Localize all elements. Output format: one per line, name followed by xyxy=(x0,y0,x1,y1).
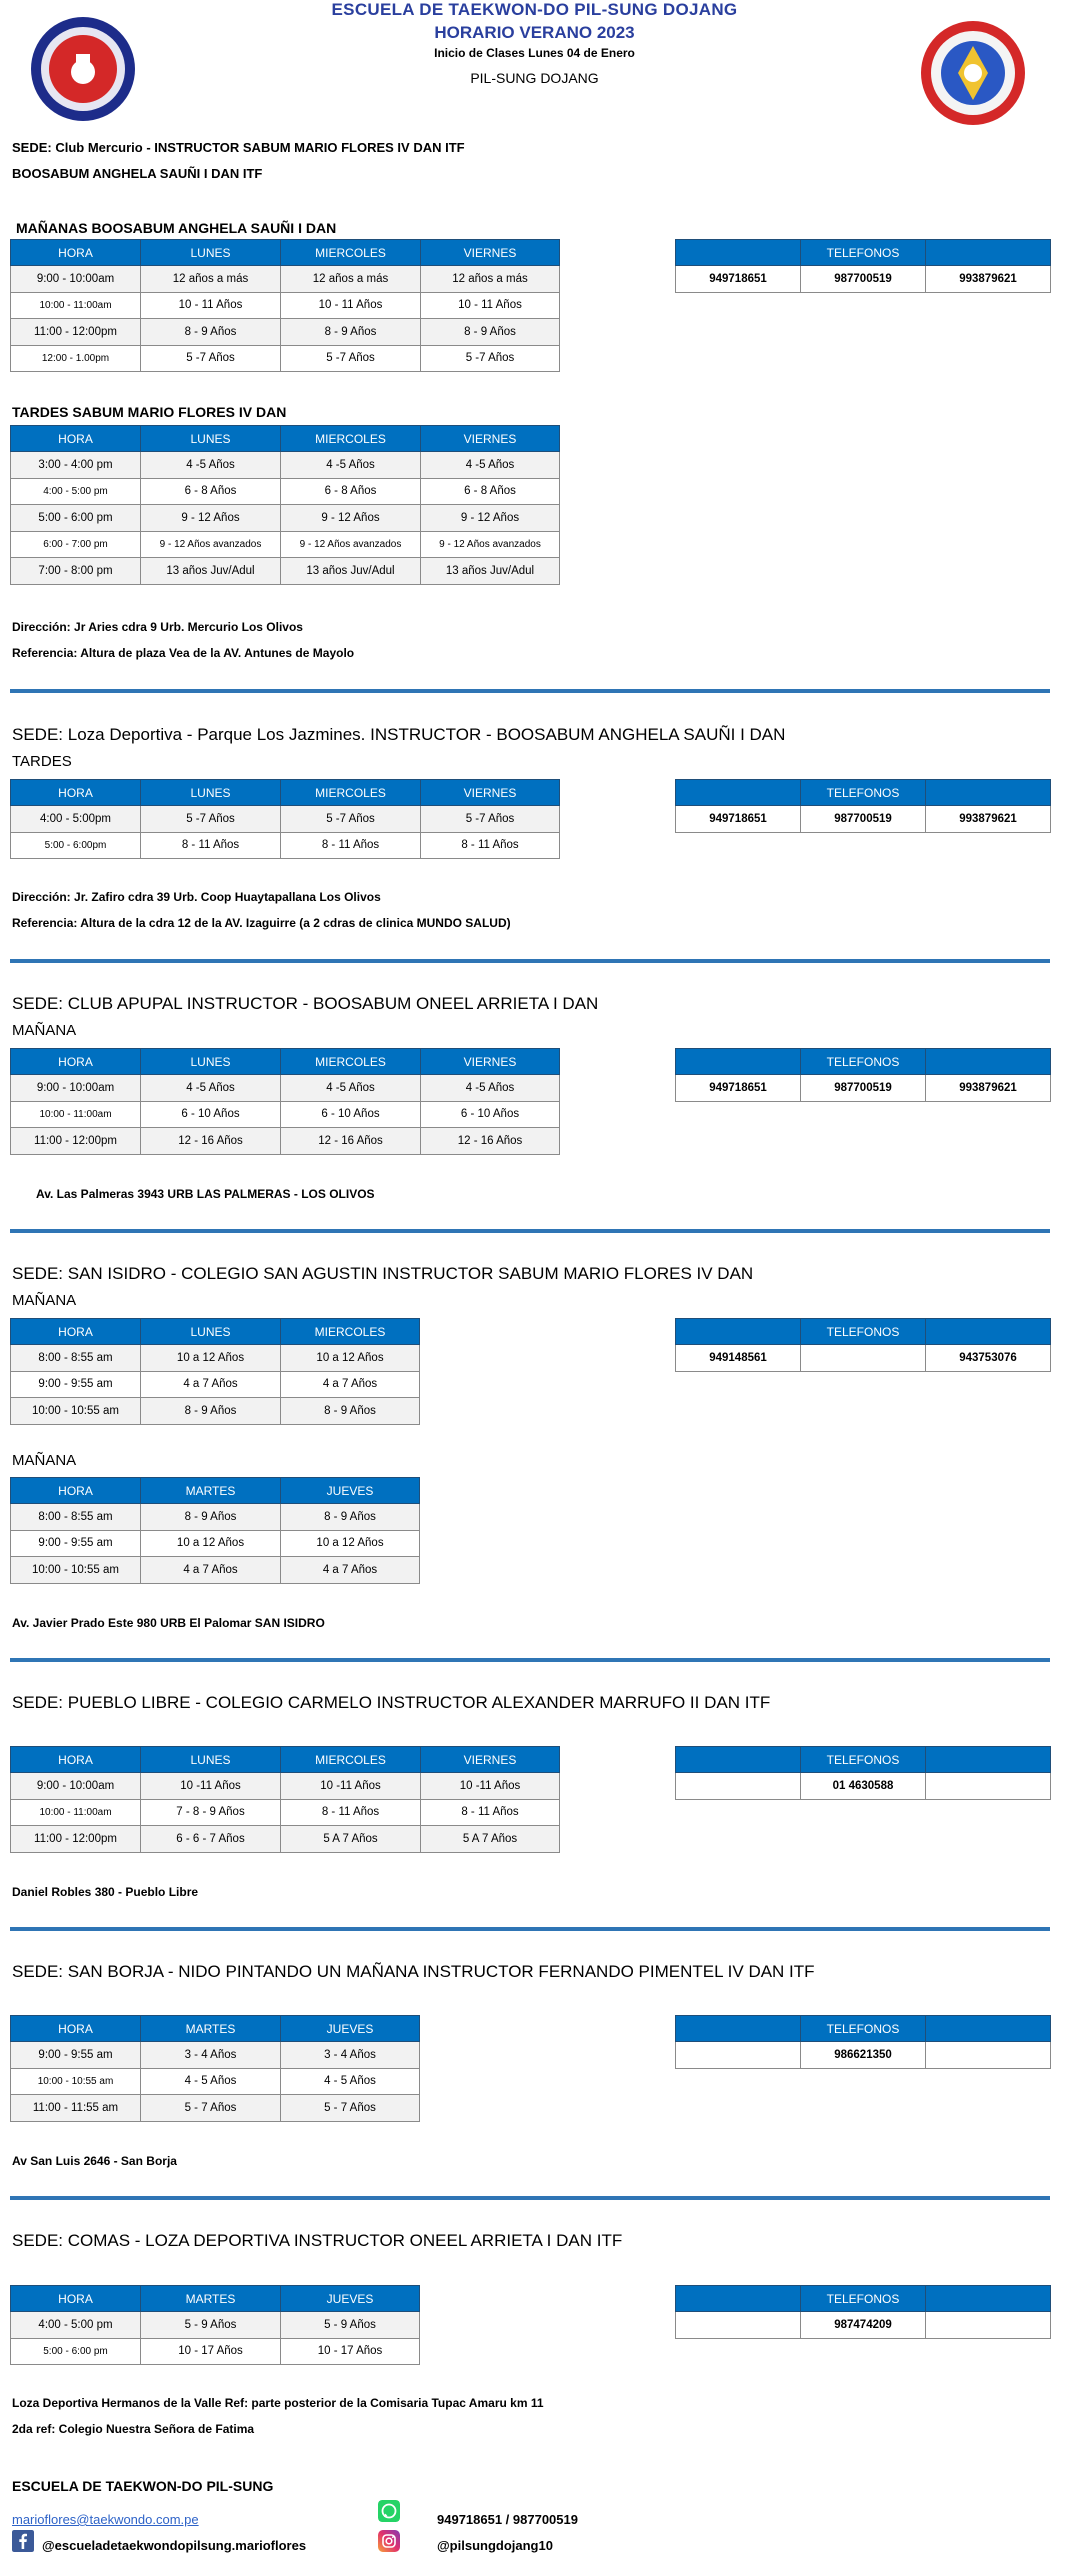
isidro-table-1 xyxy=(10,1318,420,1425)
apupal-phones-table xyxy=(675,1048,1051,1102)
cell: 10 a 12 Años xyxy=(281,1345,420,1372)
isidro-table-2 xyxy=(10,1477,420,1584)
cell: 9 - 12 Años avanzados xyxy=(281,531,421,558)
phone-number: 949718651 xyxy=(676,266,801,293)
phones-header: TELEFONOS xyxy=(801,1319,926,1345)
cell: 4 a 7 Años xyxy=(141,1557,281,1584)
table-row xyxy=(11,2312,420,2339)
table-row xyxy=(11,2068,420,2095)
cell: 10 -11 Años xyxy=(281,1773,421,1800)
table-row xyxy=(11,452,560,479)
table-row xyxy=(11,1101,560,1128)
cell: 4 -5 Años xyxy=(421,452,560,479)
section-divider xyxy=(10,1229,1050,1233)
cell: 10 a 12 Años xyxy=(141,1530,281,1557)
mercurio-afternoon-label: TARDES SABUM MARIO FLORES IV DAN xyxy=(12,404,287,420)
cell: 8 - 11 Años xyxy=(421,832,560,859)
section-divider xyxy=(10,689,1050,693)
mercurio-address: Dirección: Jr Aries cdra 9 Urb. Mercurio Los Olivos xyxy=(12,620,303,634)
phones-header: TELEFONOS xyxy=(801,1747,926,1773)
cell: 9:00 - 10:00am xyxy=(11,1773,141,1800)
cell: 5 - 7 Años xyxy=(141,2095,281,2122)
cell: 10:00 - 11:00am xyxy=(11,292,141,319)
col-miercoles: MIERCOLES xyxy=(281,1049,421,1075)
col-martes: MARTES xyxy=(141,2016,281,2042)
table-row xyxy=(11,1128,560,1155)
col-miercoles: MIERCOLES xyxy=(281,1319,420,1345)
col-hora: HORA xyxy=(11,1747,141,1773)
cell: 9 - 12 Años xyxy=(281,505,421,532)
cell: 8 - 9 Años xyxy=(141,1398,281,1425)
cell: 8 - 11 Años xyxy=(281,1799,421,1826)
cell: 6 - 10 Años xyxy=(141,1101,281,1128)
cell: 5 - 9 Años xyxy=(281,2312,420,2339)
cell: 8 - 9 Años xyxy=(421,319,560,346)
col-hora: HORA xyxy=(11,426,141,452)
table-row xyxy=(11,1075,560,1102)
mercurio-reference: Referencia: Altura de plaza Vea de la AV. Antunes de Mayolo xyxy=(12,646,355,660)
col-miercoles: MIERCOLES xyxy=(281,780,421,806)
col-jueves: JUEVES xyxy=(281,2286,420,2312)
comas-phones-table xyxy=(675,2285,1051,2339)
cell: 9 - 12 Años avanzados xyxy=(141,531,281,558)
mercurio-afternoon-table xyxy=(10,425,560,585)
col-lunes: LUNES xyxy=(141,780,281,806)
table-row xyxy=(11,1530,420,1557)
cell: 10:00 - 10:55 am xyxy=(11,2068,141,2095)
loza-title: SEDE: Loza Deportiva - Parque Los Jazmines. INSTRUCTOR - BOOSABUM ANGHELA SAUÑI I DAN xyxy=(12,725,786,744)
cell: 8:00 - 8:55 am xyxy=(11,1345,141,1372)
cell: 5 -7 Años xyxy=(141,345,281,372)
table-row xyxy=(11,806,560,833)
cell: 4 -5 Años xyxy=(281,452,421,479)
cell: 10 - 17 Años xyxy=(141,2338,281,2365)
cell: 6 - 10 Años xyxy=(421,1101,560,1128)
col-viernes: VIERNES xyxy=(421,240,560,266)
phone-number xyxy=(676,2312,801,2339)
start-date: Inicio de Clases Lunes 04 de Enero xyxy=(434,46,635,60)
cell: 12 años a más xyxy=(281,266,421,293)
col-lunes: LUNES xyxy=(141,1319,281,1345)
phones-header: TELEFONOS xyxy=(801,240,926,266)
phone-number: 987700519 xyxy=(801,1075,926,1102)
col-martes: MARTES xyxy=(141,2286,281,2312)
cell: 5 A 7 Años xyxy=(421,1826,560,1853)
pueblo-phones-table xyxy=(675,1746,1051,1800)
cell: 5 -7 Años xyxy=(141,806,281,833)
cell: 4:00 - 5:00pm xyxy=(11,806,141,833)
cell: 8 - 9 Años xyxy=(141,319,281,346)
isidro-label-2: MAÑANA xyxy=(12,1452,77,1469)
phones-header: TELEFONOS xyxy=(801,780,926,806)
phone-number: 987700519 xyxy=(801,266,926,293)
col-viernes: VIERNES xyxy=(421,426,560,452)
borja-phones-table xyxy=(675,2015,1051,2069)
cell: 11:00 - 11:55 am xyxy=(11,2095,141,2122)
cell: 3 - 4 Años xyxy=(281,2042,420,2069)
phone-number: 949718651 xyxy=(676,1075,801,1102)
table-row xyxy=(11,1799,560,1826)
comas-address: Loza Deportiva Hermanos de la Valle Ref: parte posterior de la Comisaria Tupac Amaru km 11 xyxy=(12,2396,544,2410)
section-divider xyxy=(10,959,1050,963)
cell: 5:00 - 6:00 pm xyxy=(11,2338,141,2365)
footer-email-link[interactable]: marioflores@taekwondo.com.pe xyxy=(12,2512,199,2527)
phone-number xyxy=(676,2042,801,2069)
apupal-label: MAÑANA xyxy=(12,1022,77,1039)
table-row xyxy=(11,1557,420,1584)
cell: 4 -5 Años xyxy=(421,1075,560,1102)
table-row xyxy=(11,319,560,346)
table-row xyxy=(11,292,560,319)
col-lunes: LUNES xyxy=(141,426,281,452)
col-hora: HORA xyxy=(11,1478,141,1504)
cell: 3:00 - 4:00 pm xyxy=(11,452,141,479)
phone-number: 987700519 xyxy=(801,806,926,833)
col-viernes: VIERNES xyxy=(421,1747,560,1773)
col-hora: HORA xyxy=(11,2016,141,2042)
phone-number: 949718651 xyxy=(676,806,801,833)
cell: 10 -11 Años xyxy=(141,1773,281,1800)
cell: 5 - 7 Años xyxy=(281,2095,420,2122)
phones-header: TELEFONOS xyxy=(801,2286,926,2312)
borja-title: SEDE: SAN BORJA - NIDO PINTANDO UN MAÑANA INSTRUCTOR FERNANDO PIMENTEL IV DAN ITF xyxy=(12,1962,815,1981)
cell: 8 - 9 Años xyxy=(281,1504,420,1531)
col-jueves: JUEVES xyxy=(281,2016,420,2042)
cell: 3 - 4 Años xyxy=(141,2042,281,2069)
table-row xyxy=(11,345,560,372)
cell: 4:00 - 5:00 pm xyxy=(11,2312,141,2339)
phone-number: 986621350 xyxy=(801,2042,926,2069)
phones-header: TELEFONOS xyxy=(801,2016,926,2042)
cell: 9:00 - 9:55 am xyxy=(11,1371,141,1398)
cell: 5:00 - 6:00pm xyxy=(11,832,141,859)
comas-table xyxy=(10,2285,420,2365)
cell: 10 - 11 Años xyxy=(141,292,281,319)
col-lunes: LUNES xyxy=(141,1747,281,1773)
pueblo-title: SEDE: PUEBLO LIBRE - COLEGIO CARMELO INSTRUCTOR ALEXANDER MARRUFO II DAN ITF xyxy=(12,1693,771,1712)
table-row xyxy=(11,478,560,505)
cell: 8:00 - 8:55 am xyxy=(11,1504,141,1531)
col-hora: HORA xyxy=(11,780,141,806)
cell: 6 - 8 Años xyxy=(281,478,421,505)
borja-address: Av San Luis 2646 - San Borja xyxy=(12,2154,177,2168)
isidro-address: Av. Javier Prado Este 980 URB El Palomar SAN ISIDRO xyxy=(12,1616,325,1630)
footer-instagram-handle[interactable]: @pilsungdojang10 xyxy=(437,2538,553,2553)
cell: 7:00 - 8:00 pm xyxy=(11,558,141,585)
table-row xyxy=(11,531,560,558)
cell: 12:00 - 1.00pm xyxy=(11,345,141,372)
cell: 7 - 8 - 9 Años xyxy=(141,1799,281,1826)
phone-number: 993879621 xyxy=(926,1075,1051,1102)
cell: 13 años Juv/Adul xyxy=(281,558,421,585)
footer-school-name: ESCUELA DE TAEKWON-DO PIL-SUNG xyxy=(12,2478,274,2494)
apupal-title: SEDE: CLUB APUPAL INSTRUCTOR - BOOSABUM ONEEL ARRIETA I DAN xyxy=(12,994,599,1013)
cell: 8 - 9 Años xyxy=(281,1398,420,1425)
cell: 5 -7 Años xyxy=(421,806,560,833)
col-lunes: LUNES xyxy=(141,240,281,266)
cell: 10:00 - 10:55 am xyxy=(11,1398,141,1425)
cell: 12 años a más xyxy=(421,266,560,293)
brand-name: PIL-SUNG DOJANG xyxy=(470,70,599,86)
cell: 6 - 8 Años xyxy=(421,478,560,505)
cell: 9:00 - 9:55 am xyxy=(11,2042,141,2069)
cell: 8 - 9 Años xyxy=(141,1504,281,1531)
borja-table xyxy=(10,2015,420,2122)
school-name: ESCUELA DE TAEKWON-DO PIL-SUNG DOJANG xyxy=(331,0,738,19)
cell: 10:00 - 11:00am xyxy=(11,1101,141,1128)
cell: 10 a 12 Años xyxy=(281,1530,420,1557)
cell: 8 - 9 Años xyxy=(281,319,421,346)
table-row xyxy=(11,2338,420,2365)
cell: 5 A 7 Años xyxy=(281,1826,421,1853)
col-hora: HORA xyxy=(11,1319,141,1345)
col-jueves: JUEVES xyxy=(281,1478,420,1504)
cell: 4:00 - 5:00 pm xyxy=(11,478,141,505)
isidro-label-1: MAÑANA xyxy=(12,1292,77,1309)
cell: 10 - 11 Años xyxy=(281,292,421,319)
table-row xyxy=(11,1773,560,1800)
col-viernes: VIERNES xyxy=(421,1049,560,1075)
cell: 8 - 11 Años xyxy=(141,832,281,859)
apupal-address: Av. Las Palmeras 3943 URB LAS PALMERAS - LOS OLIVOS xyxy=(36,1187,375,1201)
cell: 13 años Juv/Adul xyxy=(141,558,281,585)
cell: 9 - 12 Años xyxy=(421,505,560,532)
cell: 5:00 - 6:00 pm xyxy=(11,505,141,532)
section-divider xyxy=(10,1927,1050,1931)
cell: 12 - 16 Años xyxy=(281,1128,421,1155)
cell: 4 -5 Años xyxy=(141,452,281,479)
loza-table xyxy=(10,779,560,859)
phone-number xyxy=(801,1345,926,1372)
cell: 6 - 10 Años xyxy=(281,1101,421,1128)
phone-number xyxy=(926,2312,1051,2339)
cell: 11:00 - 12:00pm xyxy=(11,319,141,346)
page-header xyxy=(0,0,1069,130)
mercurio-morning-table xyxy=(10,239,560,372)
cell: 10:00 - 11:00am xyxy=(11,1799,141,1826)
cell: 12 - 16 Años xyxy=(421,1128,560,1155)
phone-number: 943753076 xyxy=(926,1345,1051,1372)
cell: 11:00 - 12:00pm xyxy=(11,1826,141,1853)
cell: 8 - 11 Años xyxy=(421,1799,560,1826)
phone-number: 987474209 xyxy=(801,2312,926,2339)
loza-label: TARDES xyxy=(12,753,72,770)
phones-header: TELEFONOS xyxy=(801,1049,926,1075)
mercurio-subtitle: BOOSABUM ANGHELA SAUÑI I DAN ITF xyxy=(12,166,263,181)
table-row xyxy=(11,558,560,585)
col-miercoles: MIERCOLES xyxy=(281,240,421,266)
cell: 4 a 7 Años xyxy=(141,1371,281,1398)
cell: 10 - 11 Años xyxy=(421,292,560,319)
col-martes: MARTES xyxy=(141,1478,281,1504)
footer-phones: 949718651 / 987700519 xyxy=(437,2512,578,2527)
loza-address: Dirección: Jr. Zafiro cdra 39 Urb. Coop Huaytapallana Los Olivos xyxy=(12,890,381,904)
col-miercoles: MIERCOLES xyxy=(281,426,421,452)
cell: 5 -7 Años xyxy=(281,806,421,833)
table-row xyxy=(11,1371,420,1398)
cell: 9:00 - 10:00am xyxy=(11,266,141,293)
phone-number: 993879621 xyxy=(926,266,1051,293)
cell: 5 -7 Años xyxy=(421,345,560,372)
instagram-icon[interactable] xyxy=(378,2530,400,2552)
phone-number xyxy=(676,1773,801,1800)
section-divider xyxy=(10,1658,1050,1662)
loza-phones-table xyxy=(675,779,1051,833)
comas-title: SEDE: COMAS - LOZA DEPORTIVA INSTRUCTOR ONEEL ARRIETA I DAN ITF xyxy=(12,2231,623,2250)
comas-reference: 2da ref: Colegio Nuestra Señora de Fatima xyxy=(12,2422,255,2436)
cell: 6 - 8 Años xyxy=(141,478,281,505)
table-row xyxy=(11,2042,420,2069)
isidro-phones-table xyxy=(675,1318,1051,1372)
cell: 4 - 5 Años xyxy=(281,2068,420,2095)
cell: 6 - 6 - 7 Años xyxy=(141,1826,281,1853)
mercurio-phones-table xyxy=(675,239,1051,293)
phone-number: 949148561 xyxy=(676,1345,801,1372)
col-hora: HORA xyxy=(11,240,141,266)
table-row xyxy=(11,505,560,532)
cell: 12 - 16 Años xyxy=(141,1128,281,1155)
schedule-title: HORARIO VERANO 2023 xyxy=(434,23,635,42)
cell: 11:00 - 12:00pm xyxy=(11,1128,141,1155)
school-logo-icon xyxy=(28,14,138,124)
cell: 10 a 12 Años xyxy=(141,1345,281,1372)
table-row xyxy=(11,2095,420,2122)
cell: 8 - 11 Años xyxy=(281,832,421,859)
whatsapp-icon[interactable] xyxy=(378,2500,400,2522)
table-row xyxy=(11,1398,420,1425)
cell: 5 - 9 Años xyxy=(141,2312,281,2339)
cell: 10 - 17 Años xyxy=(281,2338,420,2365)
phone-number xyxy=(926,1773,1051,1800)
phone-number: 01 4630588 xyxy=(801,1773,926,1800)
pueblo-table xyxy=(10,1746,560,1853)
isidro-title: SEDE: SAN ISIDRO - COLEGIO SAN AGUSTIN INSTRUCTOR SABUM MARIO FLORES IV DAN xyxy=(12,1264,754,1283)
cell: 10:00 - 10:55 am xyxy=(11,1557,141,1584)
table-row xyxy=(11,832,560,859)
federation-logo-icon xyxy=(918,18,1028,128)
cell: 9:00 - 10:00am xyxy=(11,1075,141,1102)
phone-number xyxy=(926,2042,1051,2069)
cell: 4 -5 Años xyxy=(281,1075,421,1102)
cell: 9:00 - 9:55 am xyxy=(11,1530,141,1557)
cell: 12 años a más xyxy=(141,266,281,293)
cell: 10 -11 Años xyxy=(421,1773,560,1800)
cell: 4 -5 Años xyxy=(141,1075,281,1102)
col-miercoles: MIERCOLES xyxy=(281,1747,421,1773)
facebook-icon[interactable] xyxy=(12,2530,34,2552)
cell: 4 a 7 Años xyxy=(281,1371,420,1398)
loza-reference: Referencia: Altura de la cdra 12 de la AV. Izaguirre (a 2 cdras de clinica MUNDO SALUD) xyxy=(12,916,511,930)
table-row xyxy=(11,1826,560,1853)
col-hora: HORA xyxy=(11,2286,141,2312)
cell: 13 años Juv/Adul xyxy=(421,558,560,585)
col-hora: HORA xyxy=(11,1049,141,1075)
mercurio-title: SEDE: Club Mercurio - INSTRUCTOR SABUM MARIO FLORES IV DAN ITF xyxy=(12,140,465,155)
table-row xyxy=(11,1504,420,1531)
phone-number: 993879621 xyxy=(926,806,1051,833)
table-row xyxy=(11,1345,420,1372)
col-viernes: VIERNES xyxy=(421,780,560,806)
cell: 4 a 7 Años xyxy=(281,1557,420,1584)
cell: 9 - 12 Años xyxy=(141,505,281,532)
section-divider xyxy=(10,2196,1050,2200)
cell: 9 - 12 Años avanzados xyxy=(421,531,560,558)
cell: 4 - 5 Años xyxy=(141,2068,281,2095)
apupal-table xyxy=(10,1048,560,1155)
table-row xyxy=(11,266,560,293)
col-lunes: LUNES xyxy=(141,1049,281,1075)
mercurio-morning-label: MAÑANAS BOOSABUM ANGHELA SAUÑI I DAN xyxy=(16,220,337,236)
cell: 5 -7 Años xyxy=(281,345,421,372)
pueblo-address: Daniel Robles 380 - Pueblo Libre xyxy=(12,1885,199,1899)
cell: 6:00 - 7:00 pm xyxy=(11,531,141,558)
footer-facebook-handle[interactable]: @escueladetaekwondopilsung.marioflores xyxy=(42,2538,307,2553)
